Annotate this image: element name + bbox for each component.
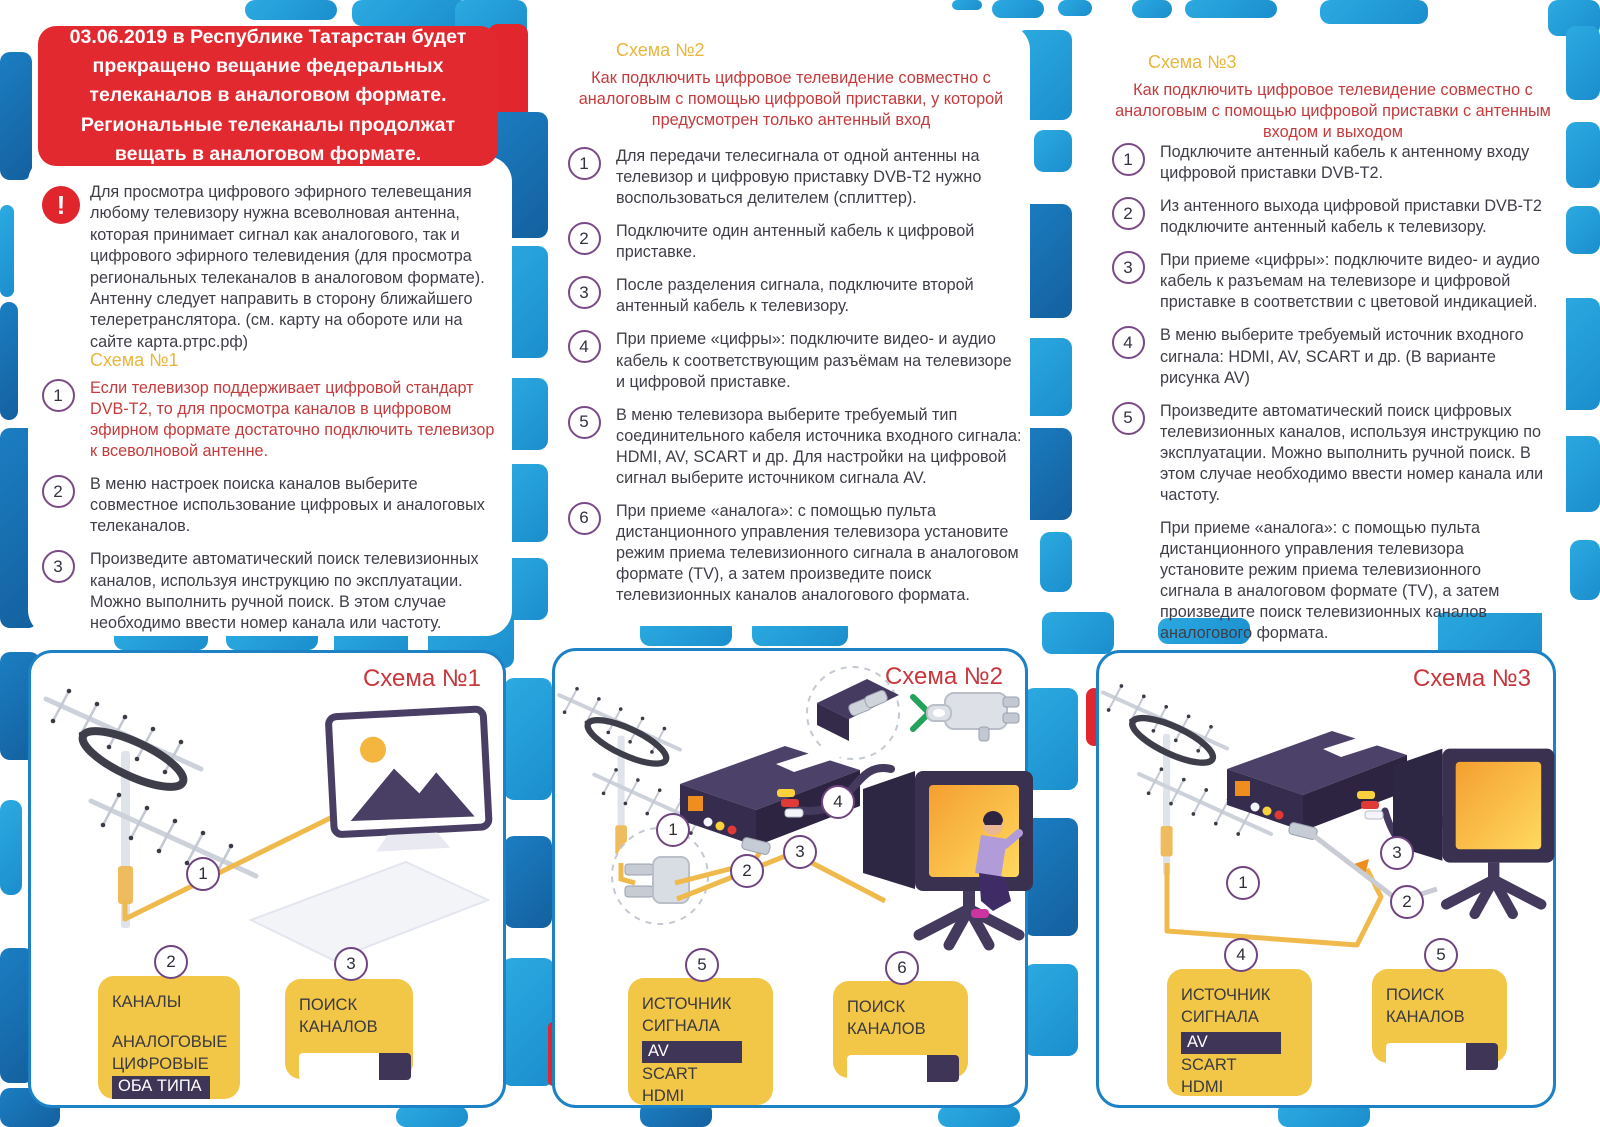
- card-title: Схема №2: [884, 663, 1003, 690]
- menu-option-selected: AV: [642, 1041, 742, 1064]
- step-item: [1106, 250, 1562, 313]
- step-number: 1: [568, 147, 601, 180]
- panel-scheme2-instructions: [552, 24, 1030, 626]
- bg-tile: [1040, 532, 1072, 592]
- menu-source: [628, 978, 773, 1105]
- menu-search: [285, 979, 413, 1079]
- scheme2-card: [552, 648, 1028, 1108]
- bg-tile: [1024, 688, 1078, 790]
- step-item: [36, 474, 510, 537]
- marker-menu-channels: 2: [154, 945, 188, 979]
- bg-tile: [0, 302, 18, 420]
- bg-tile: [992, 0, 1044, 18]
- progress-bar: [847, 1055, 959, 1082]
- step-number: 3: [568, 276, 601, 309]
- scheme2-label: Схема №2: [616, 40, 705, 60]
- menu-search: [1372, 969, 1507, 1063]
- step-number: 6: [568, 502, 601, 535]
- scheme3-subtitle: Как подключить цифровое телевидение совместно с аналоговым с помощью цифровой приставки с антенным входом и выходом: [1115, 81, 1551, 142]
- scheme3-analog-note: При приеме «аналога»: с помощью пульта дистанционного управления телевизора установите режим приема телевизионного сигнала в аналоговом формате (TV), а затем произведите поиск телевизионных каналов аналогового формата.: [1160, 518, 1500, 643]
- bg-tile: [1185, 0, 1277, 18]
- step-number: 4: [568, 330, 601, 363]
- panel-scheme3-instructions: [1100, 38, 1566, 643]
- step-number: 2: [42, 475, 75, 508]
- step-text: При приеме «цифры»: подключите видео- и аудио кабель к соответствующим разъёмам на телевизоре и цифровой приставке.: [616, 330, 1012, 391]
- step-item: [1106, 196, 1562, 238]
- settop-box-icon: [1227, 731, 1407, 840]
- intro-text: Для просмотра цифрового эфирного телевещания любому телевизору нужна всеволновая антенна, которая принимает сигнал как аналогового, так и цифрового эфирного телевидения (для просмотра региональных телеканалов в аналоговом формате). Антенну следует направить в сторону ближайшего телеретранслятора. (см. карту на обороте или на сайте карта.ртрс.рф): [90, 183, 485, 351]
- bg-tile: [1058, 0, 1092, 16]
- bg-tile: [502, 958, 554, 1086]
- menu-options: [642, 1040, 759, 1108]
- step-number: 5: [568, 406, 601, 439]
- marker-cable-tv: 3: [783, 835, 817, 869]
- menu-channels: [98, 976, 240, 1099]
- menu-option: HDMI: [642, 1087, 685, 1106]
- bg-tile: [396, 1106, 468, 1127]
- step-number: 2: [568, 222, 601, 255]
- bg-tile: [1024, 964, 1078, 1056]
- scheme2-subtitle: Как подключить цифровое телевидение совместно с аналоговым с помощью цифровой приставки, у которой предусмотрен только антенный вход: [578, 69, 1004, 130]
- menu-source: [1167, 969, 1312, 1096]
- scheme2-illustration: [555, 651, 1025, 991]
- antenna-cable: [1167, 863, 1381, 945]
- step-number: 2: [1112, 197, 1145, 230]
- bg-tile: [1566, 26, 1600, 100]
- bg-tile: [1320, 0, 1428, 24]
- bg-tile: [1570, 540, 1600, 600]
- step-item: [562, 329, 1028, 392]
- step-item: [562, 221, 1028, 263]
- marker-menu-search: 5: [1424, 938, 1458, 972]
- scheme3-illustration: [1099, 653, 1553, 973]
- bg-tile: [1034, 130, 1072, 172]
- menu-option-selected: ОБА ТИПА: [112, 1076, 210, 1099]
- scheme1-steps: [36, 378, 510, 646]
- step-text: В меню настроек поиска каналов выберите совместное использование цифровых и аналоговых телеканалов.: [90, 475, 485, 536]
- step-number: 3: [1112, 251, 1145, 284]
- step-text: Произведите автоматический поиск цифровых телевизионных каналов, используя инструкцию по эксплуатации. Можно выполнить ручной поиск. В этом случае необходимо ввести номер канала или частоту.: [1160, 401, 1544, 504]
- scheme2-steps: [562, 146, 1028, 618]
- bg-tile: [504, 678, 552, 800]
- step-text: При приеме «аналога»: с помощью пульта дистанционного управления телевизора установите режим приема телевизионного сигнала в аналоговом формате (TV), а затем произведите поиск телевизионных каналов аналогового формата.: [616, 501, 1019, 605]
- bg-tile: [0, 52, 32, 180]
- menu-heading: ПОИСК КАНАЛОВ: [847, 998, 926, 1038]
- progress-bar: [1386, 1043, 1498, 1070]
- menu-heading: ПОИСК КАНАЛОВ: [299, 996, 378, 1036]
- menu-option: SCART: [1181, 1056, 1237, 1075]
- step-text: Для передачи телесигнала от одной антенны на телевизор и цифровую приставку DVB-T2 нужно воспользоваться делителем (сплиттер).: [616, 147, 982, 208]
- step-text: Если телевизор поддерживает цифровой стандарт DVB-T2, то для просмотра каналов в цифровом эфирном формате достаточно подключить телевизор к всеволновой антенне.: [90, 379, 495, 461]
- card-title: Схема №3: [1412, 665, 1531, 692]
- bg-tile: [938, 1106, 1020, 1127]
- step-number: 1: [42, 379, 75, 412]
- scheme3-label: Схема №3: [1148, 52, 1237, 72]
- scheme1-card: [28, 650, 506, 1108]
- step-number: 5: [1112, 402, 1145, 435]
- step-number: 3: [42, 550, 75, 583]
- card-title: Схема №1: [362, 665, 481, 692]
- bg-tile: [1132, 0, 1172, 18]
- announcement-text: 03.06.2019 в Республике Татарстан будет прекращено вещание федеральных телеканалов в аналоговом формате. Региональные телеканалы продолжат вещать в аналоговом формате.: [69, 25, 467, 165]
- step-text: В меню телевизора выберите требуемый тип соединительного кабеля источника входного сигнала: HDMI, AV, SCART и др. Для настройки на цифровой сигнал выберите источником сигнала AV.: [616, 405, 1022, 487]
- menu-heading: КАНАЛЫ: [112, 993, 182, 1011]
- menu-search: [833, 981, 968, 1078]
- bg-tile: [1566, 122, 1600, 188]
- announcement-banner: [38, 26, 498, 166]
- step-text: В меню выберите требуемый источник входного сигнала: HDMI, AV, SCART и др. (В варианте рисунка AV): [1160, 326, 1524, 387]
- menu-option: SCART: [642, 1065, 698, 1084]
- marker-menu-search: 3: [334, 947, 368, 981]
- scheme3-card: [1096, 650, 1556, 1108]
- menu-heading: ИСТОЧНИК СИГНАЛА: [642, 995, 732, 1035]
- step-text: Из антенного выхода цифровой приставки DVB-T2 подключите антенный кабель к телевизору.: [1160, 197, 1542, 237]
- splitter-icon: [927, 693, 1019, 741]
- bg-tile: [952, 0, 982, 10]
- step-number: 1: [1112, 143, 1145, 176]
- marker-menu-search: 6: [885, 951, 919, 985]
- step-item: [562, 275, 1028, 317]
- scheme3-steps: [1106, 142, 1562, 644]
- step-text: Произведите автоматический поиск телевизионных каналов, используя инструкцию по эксплуатации. Можно выполнить ручной поиск. В этом случае необходимо ввести номер канала или частоту.: [90, 550, 479, 632]
- progress-bar: [299, 1053, 411, 1080]
- scheme1-illustration: [31, 653, 503, 973]
- bg-tile: [504, 836, 552, 928]
- menu-heading: ИСТОЧНИК СИГНАЛА: [1181, 986, 1271, 1026]
- marker-cable: 1: [186, 857, 220, 891]
- step-text: После разделения сигнала, подключите второй антенный кабель к телевизору.: [616, 276, 974, 316]
- step-text: При приеме «цифры»: подключите видео- и аудио кабель к разъемам на телевизоре и цифровой приставке в соответствии с цветовой индикацией.: [1160, 251, 1540, 312]
- step-item: [1106, 401, 1562, 506]
- marker-menu-source: 5: [685, 948, 719, 982]
- step-number: 4: [1112, 326, 1145, 359]
- scheme1-label: Схема №1: [90, 350, 179, 370]
- step-item: [1106, 325, 1562, 388]
- bg-tile: [0, 205, 14, 297]
- bg-tile: [1566, 206, 1600, 254]
- step-item: [36, 549, 510, 633]
- marker-splitter: 1: [656, 813, 690, 847]
- step-item: [1106, 142, 1562, 184]
- step-item: [562, 501, 1028, 606]
- bg-tile: [0, 800, 22, 895]
- marker-av-cable: 4: [821, 785, 855, 819]
- step-text: Подключите антенный кабель к антенному входу цифровой приставки DVB-T2.: [1160, 143, 1530, 183]
- menu-option: HDMI: [1181, 1078, 1224, 1097]
- marker-av-cable: 3: [1380, 836, 1414, 870]
- step-item: [562, 146, 1028, 209]
- marker-menu-source: 4: [1224, 938, 1258, 972]
- marker-cable-box: 2: [730, 854, 764, 888]
- tv-monitor-icon: [251, 709, 490, 960]
- menu-option: ЦИФРОВЫЕ: [112, 1054, 209, 1073]
- step-text: Подключите один антенный кабель к цифровой приставке.: [616, 222, 975, 262]
- bg-tile: [1042, 612, 1114, 654]
- step-item: [36, 378, 510, 462]
- menu-options: [112, 1032, 226, 1100]
- menu-option-selected: AV: [1181, 1032, 1281, 1055]
- panel-scheme1-instructions: [28, 156, 512, 636]
- step-item: [562, 405, 1028, 489]
- crt-tv-icon: [863, 771, 1033, 945]
- marker-antenna-out: 2: [1390, 885, 1424, 919]
- menu-option: АНАЛОГОВЫЕ: [112, 1032, 228, 1051]
- menu-heading: ПОИСК КАНАЛОВ: [1386, 986, 1465, 1026]
- antenna-icon: [46, 689, 256, 928]
- warning-icon: !: [42, 186, 80, 224]
- marker-antenna-cable: 1: [1226, 866, 1260, 900]
- menu-options: [1181, 1031, 1298, 1099]
